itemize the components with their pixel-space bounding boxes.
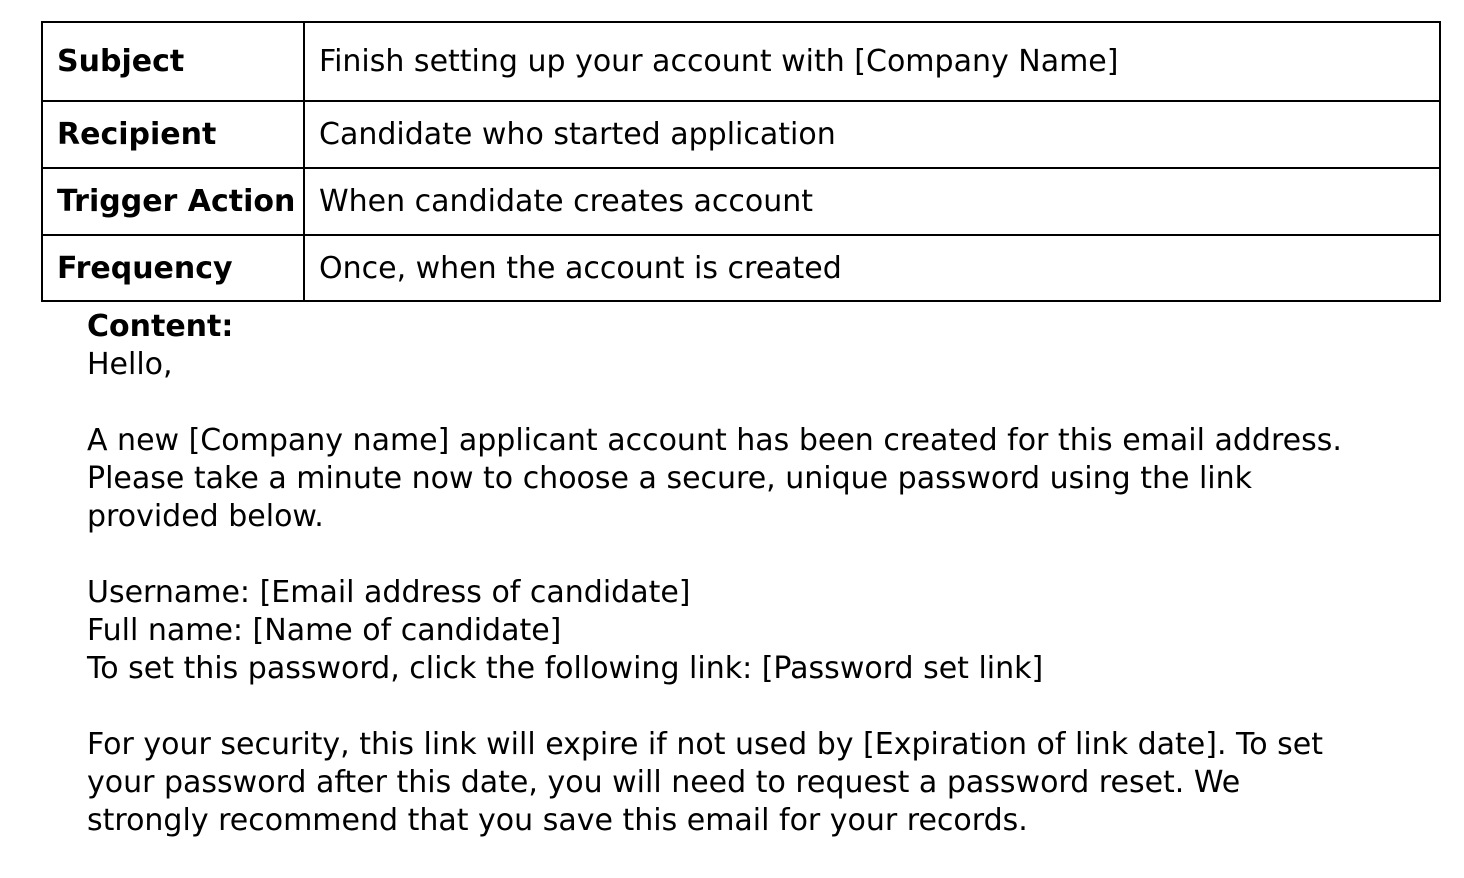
paragraph-intro-line: Please take a minute now to choose a secure, unique password using the link: [87, 461, 1253, 496]
fullname-line: Full name: [Name of candidate]: [87, 613, 562, 648]
password-link-line: To set this password, click the following link: [Password set link]: [87, 651, 1044, 686]
content-heading: Content:: [87, 309, 234, 344]
table-row-frequency: [42, 235, 1440, 301]
frequency-value: Once, when the account is created: [304, 235, 1440, 301]
table-row-recipient: [42, 101, 1440, 168]
recipient-value: Candidate who started application: [304, 101, 1440, 168]
email-content: [87, 308, 1417, 840]
paragraph-security-line: your password after this date, you will need to request a password reset. We: [87, 765, 1241, 800]
frequency-label: Frequency: [42, 235, 304, 301]
account-details: [87, 574, 1417, 688]
spacer: [87, 688, 1417, 726]
paragraph-intro-line: provided below.: [87, 499, 324, 534]
trigger-action-value: When candidate creates account: [304, 168, 1440, 235]
paragraph-security: [87, 726, 1417, 840]
greeting: Hello,: [87, 347, 173, 382]
subject-label: Subject: [42, 22, 304, 101]
trigger-action-label: Trigger Action: [42, 168, 304, 235]
spacer: [87, 536, 1417, 574]
username-line: Username: [Email address of candidate]: [87, 575, 691, 610]
spacer: [87, 384, 1417, 422]
email-metadata-table: [41, 21, 1441, 302]
table-row-subject: [42, 22, 1440, 101]
paragraph-security-line: strongly recommend that you save this email for your records.: [87, 803, 1028, 838]
paragraph-intro-line: A new [Company name] applicant account has been created for this email address.: [87, 423, 1342, 458]
subject-value: Finish setting up your account with [Company Name]: [304, 22, 1440, 101]
table-row-trigger-action: [42, 168, 1440, 235]
recipient-label: Recipient: [42, 101, 304, 168]
paragraph-intro: [87, 422, 1417, 536]
paragraph-security-line: For your security, this link will expire if not used by [Expiration of link date]. To set: [87, 727, 1323, 762]
